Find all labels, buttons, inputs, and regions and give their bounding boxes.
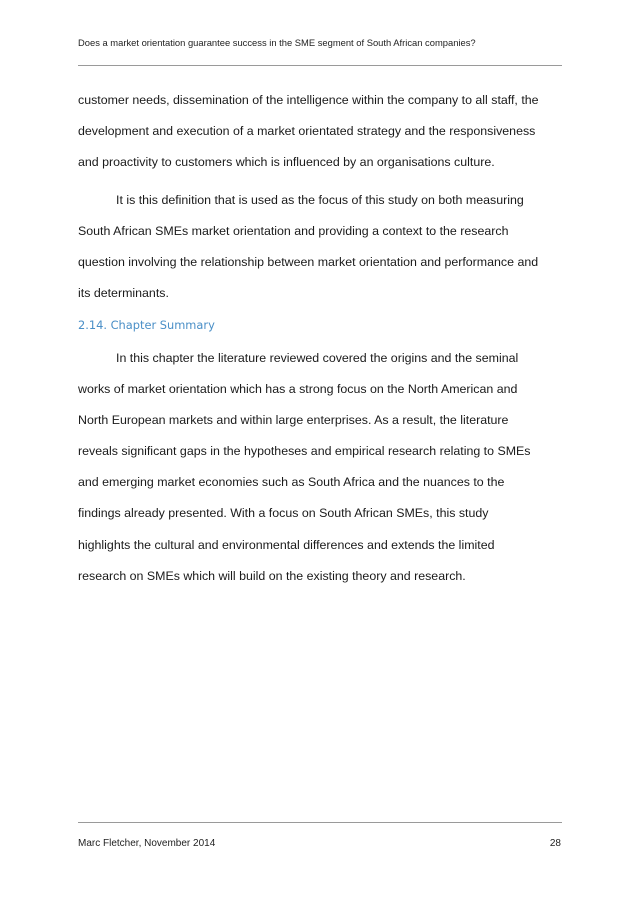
text-line: development and execution of a market orientated strategy and the responsiveness <box>78 124 536 139</box>
section-heading: 2.14. Chapter Summary <box>78 318 215 332</box>
running-header: Does a market orientation guarantee success in the SME segment of South African companies? <box>78 37 476 48</box>
text-line: and proactivity to customers which is influenced by an organisations culture. <box>78 155 495 170</box>
footer-divider <box>78 822 562 823</box>
text-line: research on SMEs which will build on the existing theory and research. <box>78 568 466 583</box>
text-line: highlights the cultural and environmental differences and extends the limited <box>78 537 495 552</box>
text-line: In this chapter the literature reviewed covered the origins and the seminal <box>116 351 519 365</box>
text-line: its determinants. <box>78 286 169 301</box>
header-divider <box>78 65 562 66</box>
text-line: works of market orientation which has a strong focus on the North American and <box>78 382 518 397</box>
paragraph-summary <box>78 343 562 592</box>
page-number: 28 <box>549 838 561 849</box>
text-line: findings already presented. With a focus on South African SMEs, this study <box>78 506 489 521</box>
text-line: South African SMEs market orientation and providing a context to the research <box>78 224 509 239</box>
text-line: and emerging market economies such as South Africa and the nuances to the <box>78 475 505 490</box>
paragraph-definition <box>78 185 562 309</box>
text-line: North European markets and within large enterprises. As a result, the literature <box>78 413 509 428</box>
paragraph-continuation <box>78 85 562 178</box>
text-line: It is this definition that is used as the focus of this study on both measuring <box>116 193 524 207</box>
footer-author-date: Marc Fletcher, November 2014 <box>78 838 216 849</box>
text-line: reveals significant gaps in the hypotheses and empirical research relating to SMEs <box>78 444 531 459</box>
text-line: customer needs, dissemination of the intelligence within the company to all staff, the <box>78 93 539 107</box>
text-line: question involving the relationship between market orientation and performance and <box>78 255 539 270</box>
